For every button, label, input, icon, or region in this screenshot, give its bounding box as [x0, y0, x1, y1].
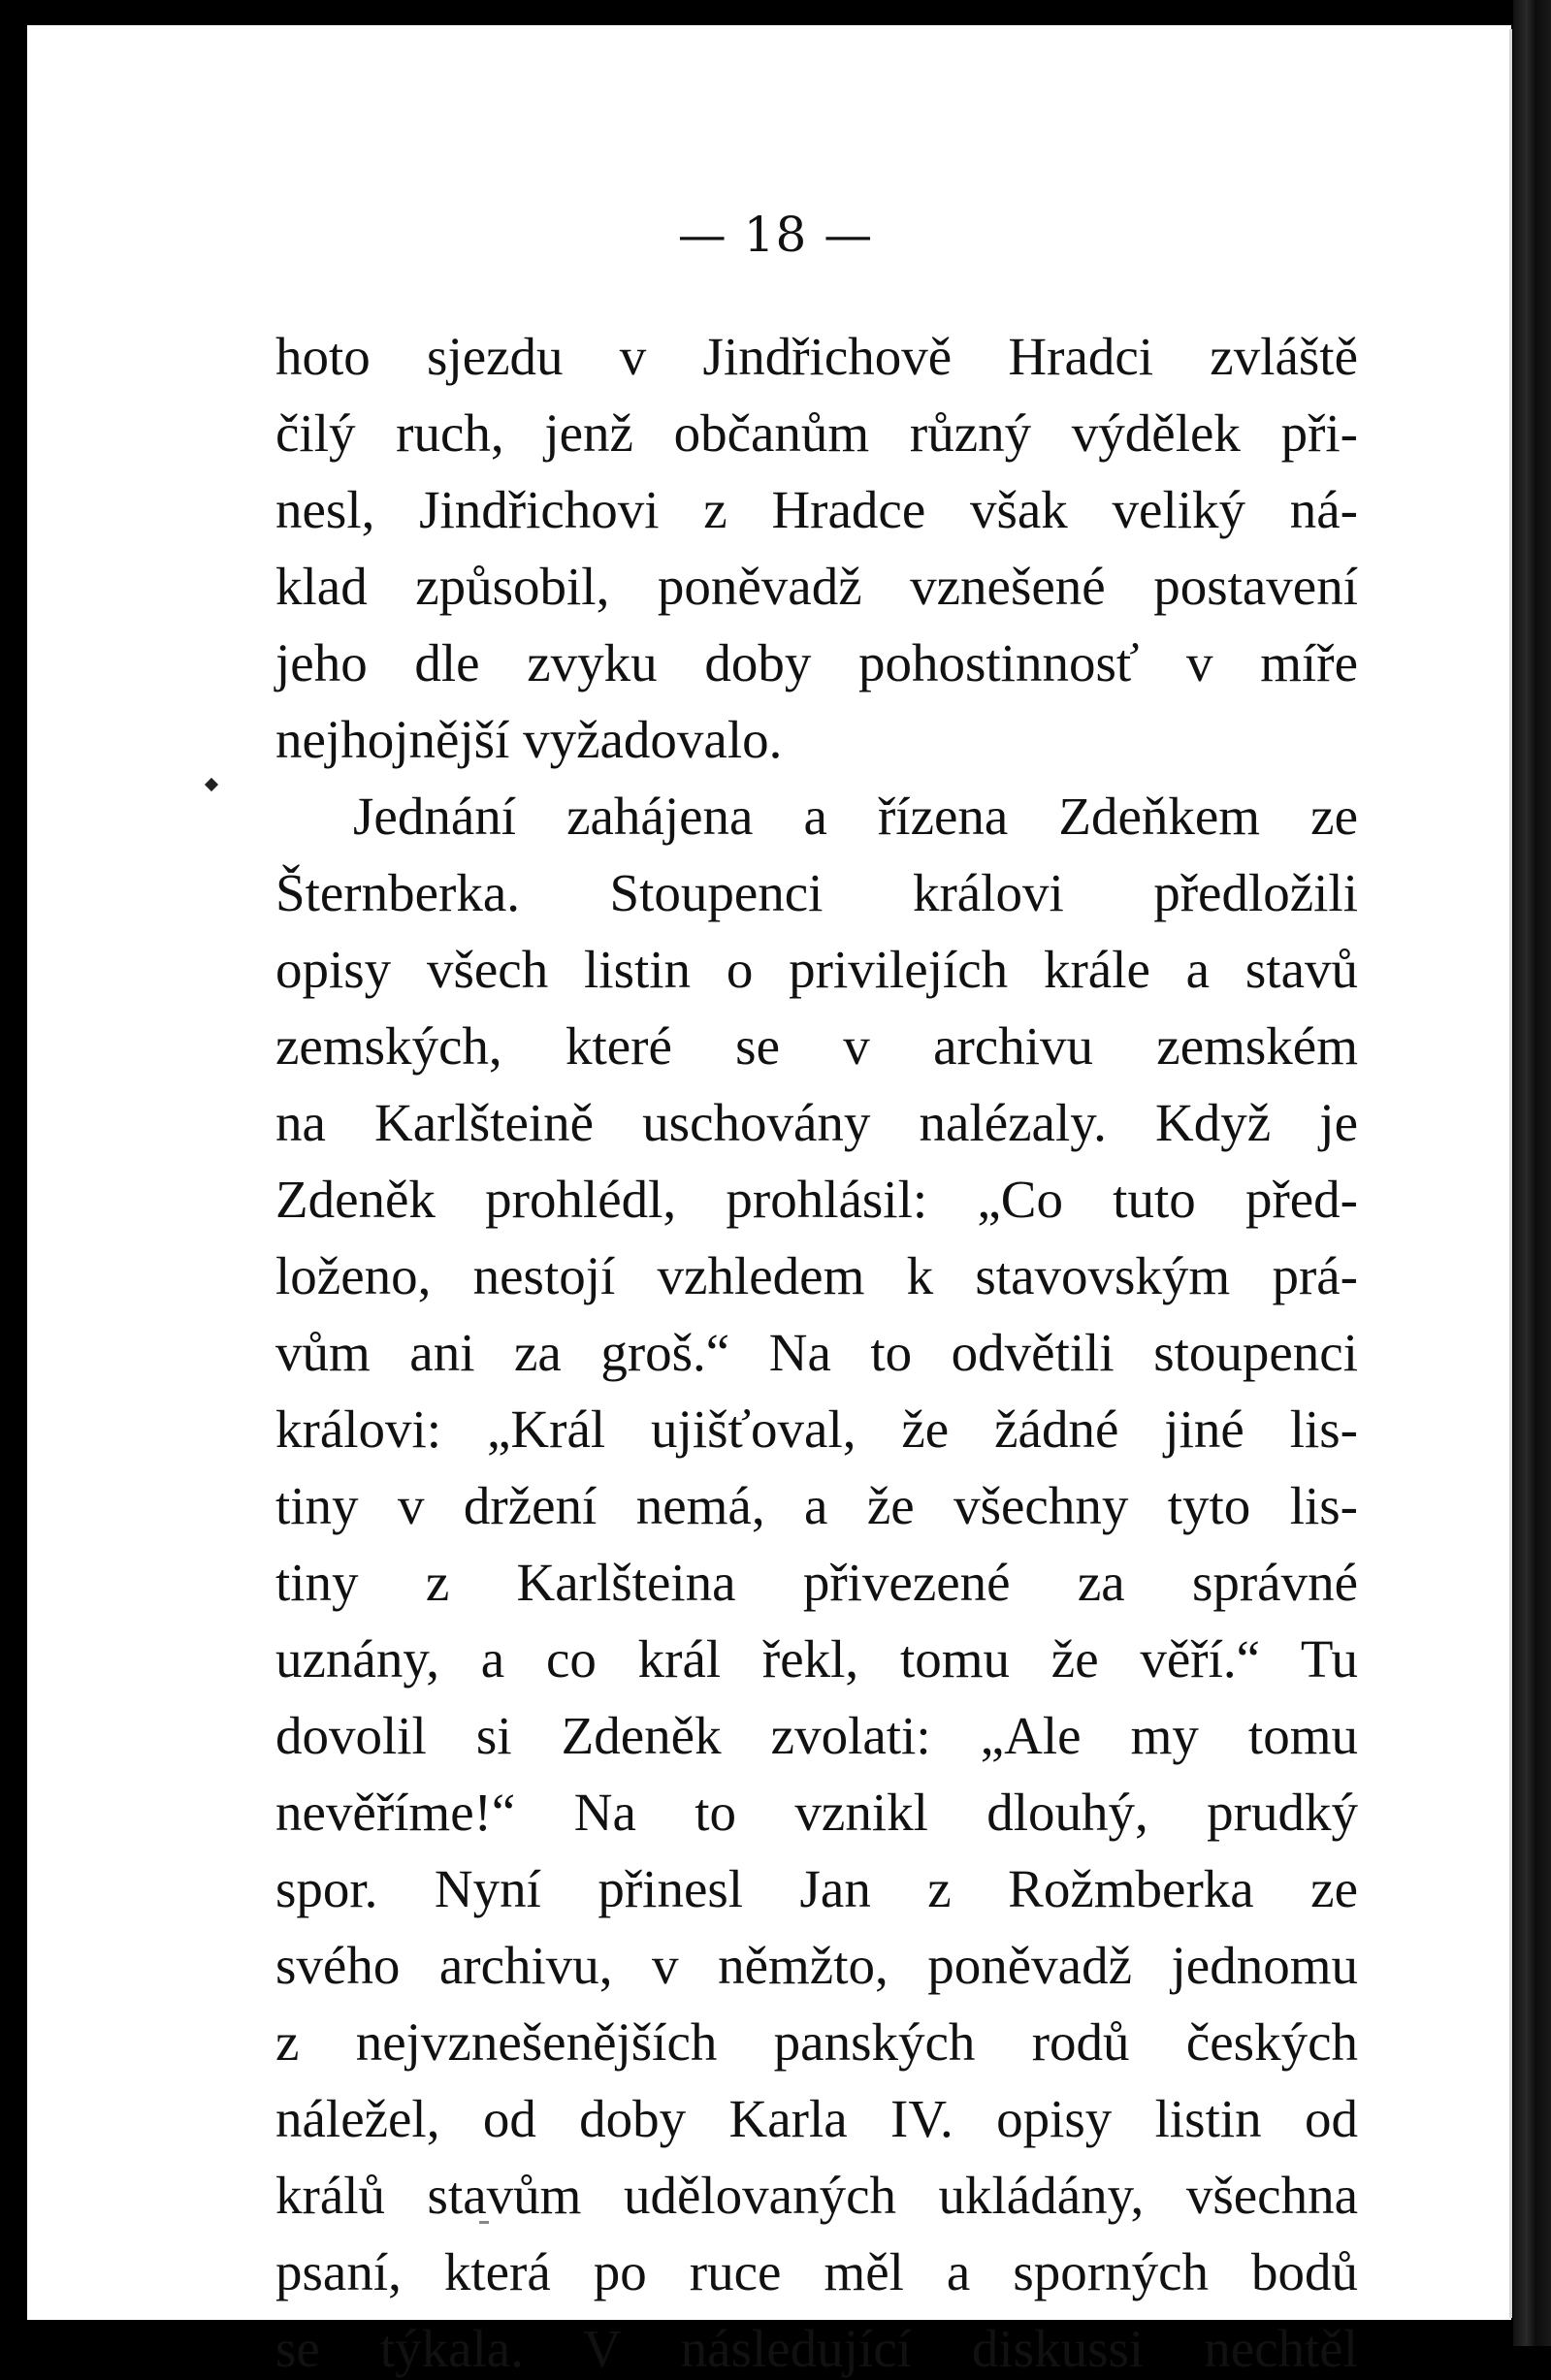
text-line: hoto sjezdu v Jindřichově Hradci zvláště	[275, 327, 1358, 386]
page-number: — 18 —	[677, 207, 874, 263]
text-line: psaní, která po ruce měl a sporných bodů	[275, 2242, 1358, 2301]
text-line: královi: „Král ujišťoval, že žádné jiné lis-	[275, 1399, 1358, 1459]
text-line: nevěříme!“ Na to vznikl dlouhý, prudký	[275, 1783, 1358, 1842]
text-line: vům ani za groš.“ Na to odvětili stoupenci	[275, 1323, 1358, 1382]
text-line: Zdeněk prohlédl, prohlásil: „Co tuto před-	[275, 1170, 1358, 1229]
text-line: zemských, které se v archivu zemském	[275, 1016, 1358, 1076]
text-line: opisy všech listin o privilejích krále a stavů	[275, 940, 1358, 999]
text-line: čilý ruch, jenž občanům různý výdělek při-	[275, 403, 1358, 463]
text-line: na Karlšteině uschovány nalézaly. Když je	[275, 1093, 1358, 1152]
text-line: králů stavům udělovaných ukládány, všechna	[275, 2166, 1358, 2225]
text-line: svého archivu, v němžto, poněvadž jednomu	[275, 1936, 1358, 1995]
text-line: nejhojnější vyžadovalo.	[275, 710, 783, 769]
text-line: nesl, Jindřichovi z Hradce však veliký ná-	[275, 480, 1358, 539]
text-line: spor. Nyní přinesl Jan z Rožmberka ze	[275, 1859, 1358, 1918]
text-line: se týkala. V následující diskussi nechtěl	[275, 2319, 1358, 2378]
page-edge-line	[1509, 29, 1512, 2318]
text-line: tiny z Karlšteina přivezené za správné	[275, 1553, 1358, 1612]
text-line: dovolil si Zdeněk zvolati: „Ale my tomu	[275, 1706, 1358, 1765]
text-line: jeho dle zvyku doby pohostinnosť v míře	[275, 633, 1358, 692]
text-line: uznány, a co král řekl, tomu že věří.“ Tu	[275, 1629, 1358, 1689]
text-line: z nejvznešenějších panských rodů českých	[275, 2012, 1358, 2072]
text-line: náležel, od doby Karla IV. opisy listin od	[275, 2089, 1358, 2148]
text-line: Šternberka. Stoupenci královi předložili	[275, 863, 1358, 922]
text-line: tiny v držení nemá, a že všechny tyto lis-	[275, 1476, 1358, 1535]
text-line: loženo, nestojí vzhledem k stavovským prá-	[275, 1246, 1358, 1305]
book-spine-edge	[1513, 0, 1551, 2346]
text-line: Jednání zahájena a řízena Zdeňkem ze	[353, 787, 1358, 846]
text-line: klad způsobil, poněvadž vznešené postavení	[275, 557, 1358, 616]
